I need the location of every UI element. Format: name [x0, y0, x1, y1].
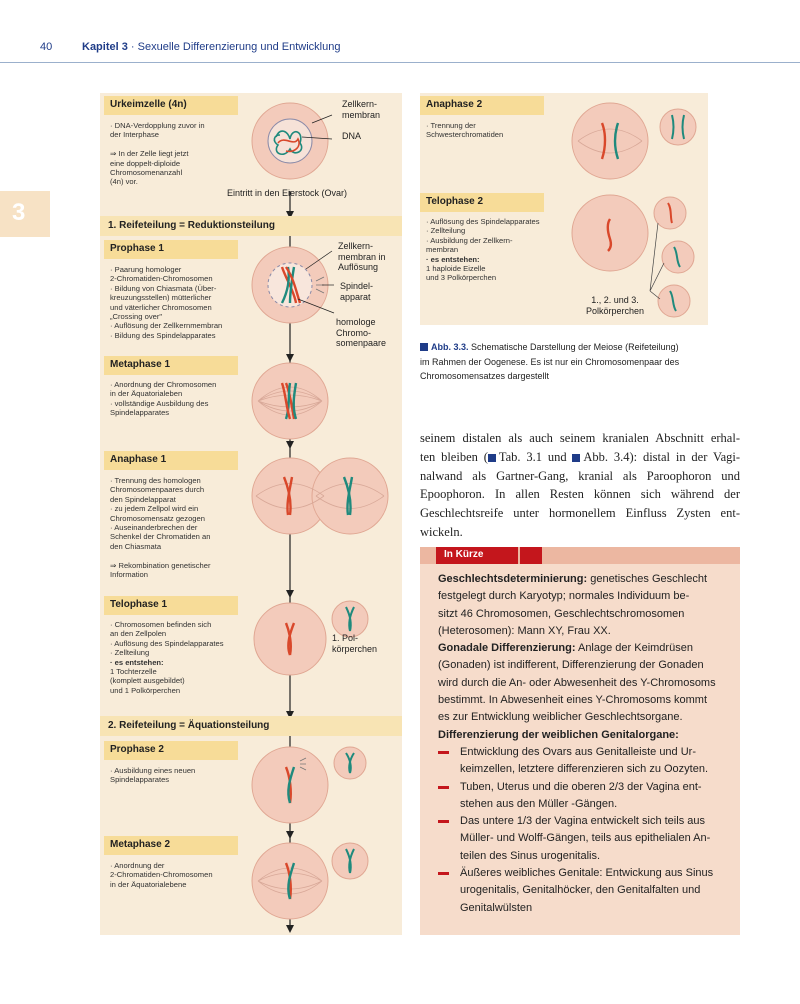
telophase-1-text: · Chromosomen befinden sich an den Zellpolen · Auflösung des Spindelapparates · Zellteilung · es entstehen: 1 Tochterzelle (komplett ausgebildet) und 1 Polkörperchen: [110, 620, 224, 695]
caption-line-2: im Rahmen der Oogenese. Es ist nur ein Chromosomenpaar des: [420, 356, 680, 367]
kurz-bullet-3: Das untere 1/3 der Vagina entwickelt sich teils aus Müller- und Wolff-Gängen, teils aus epithelialen An- teilen des Sinus urogenitalis.: [438, 813, 734, 865]
metaphase-2-text: · Anordnung der 2-Chromatiden-Chromosomen in der Äquatorialebene: [110, 861, 213, 889]
caption-label: Abb. 3.3.: [431, 342, 469, 352]
chapter-tab-number: 3: [12, 199, 26, 226]
label-polkoerperchen-123: 1., 2. und 3. Polkörperchen: [586, 295, 645, 316]
label-zellkernmembran: Zellkern- membran: [342, 99, 381, 120]
prophase-1-cell: [250, 245, 330, 325]
label-homologe-chromosomenpaare: homologe Chromo- somenpaare: [336, 317, 387, 348]
phase-telophase-1-title: Telophase 1: [104, 596, 238, 615]
kurz-bullet-1: Entwicklung des Ovars aus Genitalleiste und Ur- keimzellen, letztere differenzieren sich zu Oozyten.: [438, 744, 734, 779]
prophase-2-cell: [250, 745, 370, 825]
phase-urkeimzelle-title: Urkeimzelle (4n): [104, 96, 238, 115]
reifeteilung-2-band: 2. Reifeteilung = Äquationsteilung: [100, 716, 402, 736]
figure-ref-link[interactable]: Abb. 3.4): distal in der Vagi-: [583, 449, 741, 464]
label-1-polkoerperchen: 1. Pol- körperchen: [332, 633, 378, 654]
caption-line-3: Chromosomensatzes dargestellt: [420, 371, 550, 381]
body-line-1: seinem distalen als auch seinem kranialen Abschnitt erhal-: [420, 431, 740, 445]
label-membran-aufloesung: Zellkern- membran in Auflösung: [338, 241, 386, 272]
kurz-term-1: Geschlechtsdeterminierung:: [438, 573, 588, 585]
table-ref-link[interactable]: Tab. 3.1 und: [498, 449, 567, 464]
running-header: [82, 41, 340, 53]
in-kurze-tick: [520, 547, 542, 564]
body-line-2: ten bleiben ( Tab. 3.1 und Abb. 3.4): distal in der Vagi-: [420, 449, 741, 464]
metaphase-1-text: · Anordnung der Chromosomen in der Äquatorialeben · vollständige Ausbildung des Spindelapparates: [110, 380, 217, 418]
metaphase-1-cell: [250, 361, 330, 441]
prophase-2-text: · Ausbildung eines neuen Spindelapparates: [110, 766, 196, 785]
table-ref-icon: [488, 454, 496, 462]
reifeteilung-1-band: 1. Reifeteilung = Reduktionsteilung: [100, 216, 402, 236]
meiosis-figure-left: [100, 93, 402, 935]
phase-metaphase-2-title: Metaphase 2: [104, 836, 238, 855]
phase-prophase-2-title: Prophase 2: [104, 741, 238, 760]
figure-square-icon: [420, 343, 428, 351]
body-line-6: wickeln.: [420, 524, 463, 539]
phase-anaphase-2-title: Anaphase 2: [420, 96, 544, 115]
caption-line-1: Schematische Darstellung der Meiose (Reifeteilung): [471, 342, 679, 352]
body-line-4: Epoophoron. In allen Resten können sich während der: [420, 487, 740, 502]
body-line-5: Geschlechtsreife unter hormonellem Einfluss Zysten ent-: [420, 506, 740, 521]
anaphase-2-text: · Trennung der Schwesterchromatiden: [426, 121, 504, 140]
urkeimzelle-text: · DNA-Verdopplung zuvor in der Interphase ⇒ In der Zelle liegt jetzt eine doppelt-diploide Chromosomenanzahl (4n) vor.: [110, 121, 205, 187]
header-separator: ·: [127, 41, 138, 53]
chapter-label: Kapitel 3: [82, 41, 128, 53]
header-rule: [0, 62, 800, 63]
prophase-1-text: · Paarung homologer 2-Chromatiden-Chromosomen · Bildung von Chiasmata (Über- kreuzungsstellen) mütterlicher und väterlicher Chromosomen „Crossing over" · Auflösung der Zellkernmembran · Bildung des Spindelapparates: [110, 265, 223, 340]
urkeimzelle-cell: [250, 101, 330, 181]
body-text: [420, 429, 740, 542]
kurz-bullet-2: Tuben, Uterus und die oberen 2/3 der Vagina ent- stehen aus den Müller -Gängen.: [438, 779, 734, 814]
page-number: 40: [40, 41, 53, 53]
phase-metaphase-1-title: Metaphase 1: [104, 356, 238, 375]
in-kurze-box: [420, 547, 740, 935]
anaphase-1-text: · Trennung des homologen Chromosomenpaares durch den Spindelapparat · zu jedem Zellpol wird ein Chromosomensatz gezogen · Auseinanderbrechen der Schenkel der Chromatiden an den Chiasmata ⇒ Rekombination genetischer Information: [110, 476, 211, 580]
in-kurze-label: In Kürze: [436, 547, 518, 564]
anaphase-1-cell: [250, 455, 390, 537]
metaphase-2-cell: [250, 841, 370, 921]
in-kurze-content: Geschlechtsdeterminierung: genetisches Geschlecht festgelegt durch Karyotyp; normales Individuum be- sitzt 46 Chromosomen, Geschlechtschromosomen (Heterosomen): Mann XY, Frau XX. Gonadale Differenzierung: Anlage der Keimdrüsen (Gonaden) ist indifferent, Differenzierung der Gonaden wird durch die An- oder Abwesenheit des Y-Chromosoms bestimmt. In Abwesenheit eines Y-Chromosoms kommt es zur Entwicklung weiblicher Geschlechtsorgane. Differenzierung der weiblichen Genitalorgane: Entwicklung des Ovars aus Genitalleiste und Ur- keimzellen, letztere differenzieren sich zu Oozyten. Tuben, Uterus und die oberen 2/3 der Vagina ent- stehen aus den Müller -Gängen. Das untere 1/3 der Vagina entwickelt sich teils aus Müller- und Wolff-Gängen, teils aus epithelialen An- teilen des Sinus urogenitalis. Äußeres weibliches Genitale: Entwickung aus Sinus urogenitalis, Genitalhöcker, den Genitalfalten und Genitalwülsten: [438, 571, 734, 917]
kurz-term-2: Gonadale Differenzierung:: [438, 642, 576, 655]
phase-prophase-1-title: Prophase 1: [104, 240, 238, 259]
phase-telophase-2-title: Telophase 2: [420, 193, 544, 212]
anaphase-2-cell: [570, 101, 700, 181]
label-eintritt: Eintritt in den Eierstock (Ovar): [227, 188, 348, 198]
phase-anaphase-1-title: Anaphase 1: [104, 451, 238, 470]
figure-caption: [420, 340, 760, 384]
chapter-tab: [0, 191, 50, 237]
label-dna: DNA: [342, 131, 362, 141]
body-line-3: nalwand als Gartner-Gang, kranial als Paroophoron und: [420, 468, 740, 483]
meiosis-figure-right: [420, 93, 708, 325]
telophase-2-text: · Auflösung des Spindelapparates · Zellteilung · Ausbildung der Zellkern- membran · es entstehen: 1 haploide Eizelle und 3 Polkörperchen: [426, 217, 540, 283]
label-spindelapparat: Spindel- apparat: [340, 281, 374, 302]
kurz-term-3: Differenzierung der weiblichen Genitalorgane:: [438, 728, 679, 741]
figure-ref-icon: [572, 454, 580, 462]
chapter-title: Sexuelle Differenzierung und Entwicklung: [137, 41, 341, 53]
kurz-bullet-4: Äußeres weibliches Genitale: Entwickung aus Sinus urogenitalis, Genitalhöcker, den Genitalfalten und Genitalwülsten: [438, 865, 734, 917]
